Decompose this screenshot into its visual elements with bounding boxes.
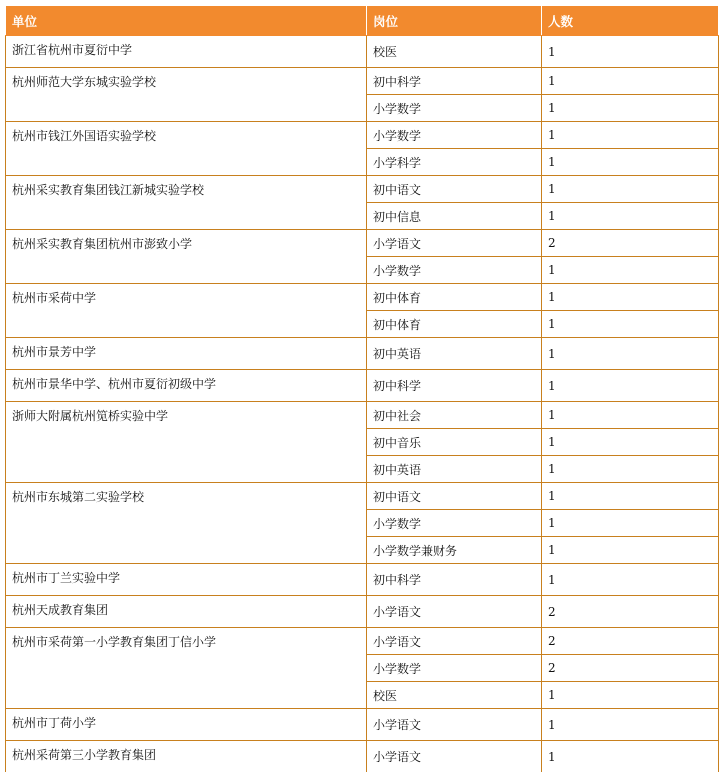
- table-row: [6, 370, 719, 402]
- position-cell: 小学语文: [367, 628, 542, 655]
- header-unit: 单位: [6, 6, 367, 36]
- count-cell: 1: [542, 537, 719, 564]
- unit-cell: 杭州师范大学东城实验学校: [6, 68, 367, 122]
- position-cell: 初中科学: [367, 370, 542, 402]
- position-cell: 小学数学: [367, 122, 542, 149]
- count-cell: 1: [542, 682, 719, 709]
- table-row: [6, 596, 719, 628]
- position-cell: 小学语文: [367, 741, 542, 772]
- count-cell: 2: [542, 230, 719, 257]
- table-row: [6, 483, 719, 510]
- position-cell: 小学数学: [367, 257, 542, 284]
- position-cell: 小学数学: [367, 655, 542, 682]
- count-cell: 1: [542, 370, 719, 402]
- table-row: [6, 36, 719, 68]
- position-cell: 初中体育: [367, 311, 542, 338]
- header-row: [6, 6, 719, 36]
- unit-cell: 杭州市丁荷小学: [6, 709, 367, 741]
- unit-cell: 杭州采荷第三小学教育集团: [6, 741, 367, 772]
- count-cell: 1: [542, 456, 719, 483]
- unit-cell: 杭州天成教育集团: [6, 596, 367, 628]
- position-cell: 初中音乐: [367, 429, 542, 456]
- table-row: [6, 338, 719, 370]
- header-position: 岗位: [367, 6, 542, 36]
- position-cell: 小学数学兼财务: [367, 537, 542, 564]
- count-cell: 1: [542, 709, 719, 741]
- unit-cell: 杭州市景芳中学: [6, 338, 367, 370]
- count-cell: 2: [542, 628, 719, 655]
- position-cell: 小学数学: [367, 510, 542, 537]
- position-cell: 初中社会: [367, 402, 542, 429]
- count-cell: 2: [542, 655, 719, 682]
- count-cell: 1: [542, 203, 719, 230]
- position-cell: 校医: [367, 682, 542, 709]
- position-cell: 小学语文: [367, 596, 542, 628]
- position-cell: 小学语文: [367, 709, 542, 741]
- table-row: [6, 402, 719, 429]
- count-cell: 1: [542, 149, 719, 176]
- position-cell: 初中语文: [367, 483, 542, 510]
- position-cell: 初中语文: [367, 176, 542, 203]
- count-cell: 1: [542, 36, 719, 68]
- table-row: [6, 68, 719, 95]
- count-cell: 1: [542, 402, 719, 429]
- position-cell: 小学语文: [367, 230, 542, 257]
- count-cell: 1: [542, 95, 719, 122]
- count-cell: 1: [542, 338, 719, 370]
- position-cell: 初中英语: [367, 338, 542, 370]
- position-cell: 小学科学: [367, 149, 542, 176]
- count-cell: 1: [542, 741, 719, 772]
- unit-cell: 杭州市丁兰实验中学: [6, 564, 367, 596]
- count-cell: 1: [542, 68, 719, 95]
- unit-cell: 浙师大附属杭州笕桥实验中学: [6, 402, 367, 483]
- unit-cell: 杭州采实教育集团杭州市澎致小学: [6, 230, 367, 284]
- position-cell: 初中信息: [367, 203, 542, 230]
- count-cell: 1: [542, 122, 719, 149]
- table-row: [6, 122, 719, 149]
- count-cell: 1: [542, 311, 719, 338]
- table-row: [6, 284, 719, 311]
- count-cell: 2: [542, 596, 719, 628]
- count-cell: 1: [542, 564, 719, 596]
- count-cell: 1: [542, 257, 719, 284]
- table-row: [6, 741, 719, 772]
- count-cell: 1: [542, 429, 719, 456]
- position-cell: 初中体育: [367, 284, 542, 311]
- position-cell: 校医: [367, 36, 542, 68]
- header-count: 人数: [542, 6, 719, 36]
- table-row: [6, 628, 719, 655]
- position-cell: 初中科学: [367, 564, 542, 596]
- count-cell: 1: [542, 510, 719, 537]
- unit-cell: 浙江省杭州市夏衍中学: [6, 36, 367, 68]
- unit-cell: 杭州市东城第二实验学校: [6, 483, 367, 564]
- count-cell: 1: [542, 284, 719, 311]
- unit-cell: 杭州市景华中学、杭州市夏衍初级中学: [6, 370, 367, 402]
- position-cell: 初中英语: [367, 456, 542, 483]
- table-row: [6, 176, 719, 203]
- count-cell: 1: [542, 176, 719, 203]
- unit-cell: 杭州采实教育集团钱江新城实验学校: [6, 176, 367, 230]
- table-body: [6, 36, 719, 772]
- table-row: [6, 230, 719, 257]
- position-cell: 初中科学: [367, 68, 542, 95]
- unit-cell: 杭州市钱江外国语实验学校: [6, 122, 367, 176]
- table-row: [6, 709, 719, 741]
- recruitment-table: [5, 5, 719, 772]
- count-cell: 1: [542, 483, 719, 510]
- position-cell: 小学数学: [367, 95, 542, 122]
- table-row: [6, 564, 719, 596]
- unit-cell: 杭州市采荷第一小学教育集团丁信小学: [6, 628, 367, 709]
- unit-cell: 杭州市采荷中学: [6, 284, 367, 338]
